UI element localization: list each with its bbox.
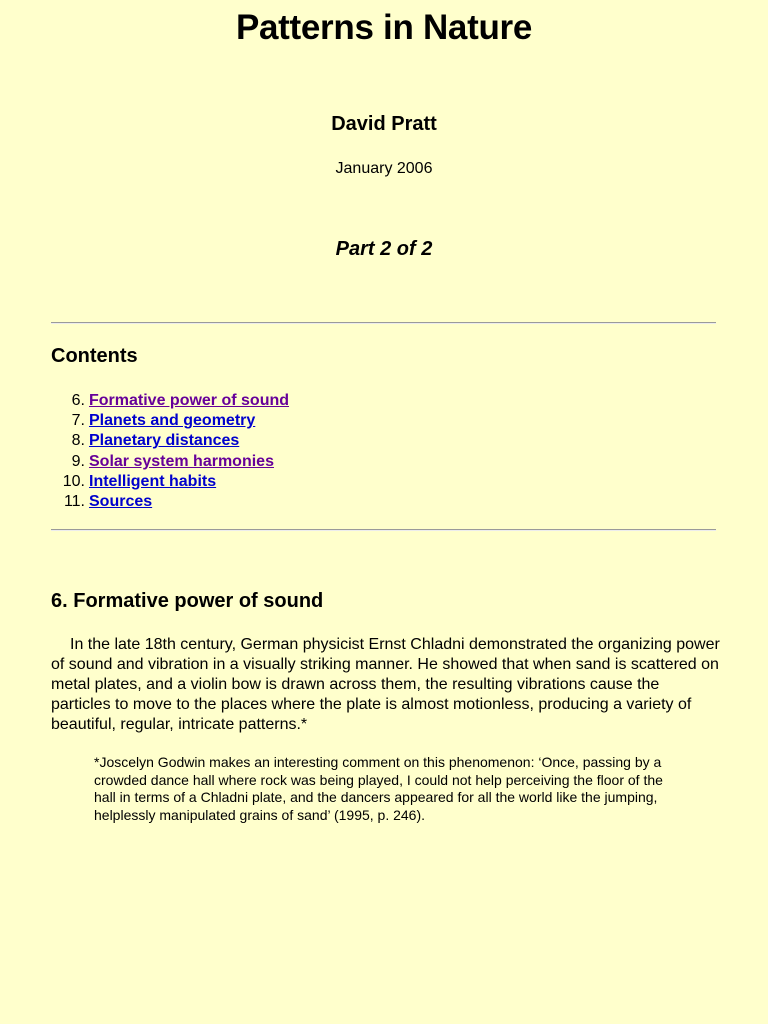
footnote: *Joscelyn Godwin makes an interesting comment on this phenomenon: ‘Once, passing by a crowded dance hall where rock was being played, I could not help perceiving the floor of the hall in terms of a Chladni plate, and the dancers appeared for all the world like the jumping, helplessly manipulated grains of sand’ (1995, p. 246). [94, 754, 663, 823]
toc-item [51, 391, 289, 411]
toc-link-planetary-distances[interactable]: Planetary distances [89, 432, 240, 450]
divider [51, 322, 716, 324]
publication-date: January 2006 [335, 160, 433, 177]
toc-link-formative-power-of-sound[interactable]: Formative power of sound [89, 392, 290, 409]
contents-heading: Contents [51, 345, 138, 367]
toc-link-solar-system-harmonies[interactable]: Solar system harmonies [89, 452, 274, 470]
toc-item [51, 452, 289, 472]
page-title: Patterns in Nature [235, 8, 533, 47]
toc-item-number: 10. [62, 472, 85, 490]
toc-item-number: 9. [71, 452, 85, 470]
toc-item [51, 411, 289, 431]
toc-link-planets-and-geometry[interactable]: Planets and geometry [89, 412, 256, 430]
toc-item-number: 8. [71, 432, 85, 450]
toc-item [51, 431, 289, 451]
table-of-contents [51, 391, 289, 512]
part-label: Part 2 of 2 [335, 238, 433, 260]
author-name: David Pratt [331, 113, 437, 135]
section-heading: 6. Formative power of sound [51, 590, 324, 612]
toc-item-number: 6. [71, 392, 85, 409]
section-paragraph: In the late 18th century, German physicist Ernst Chladni demonstrated the organizing power of sound and vibration in a visually striking manner. He showed that when sand is scattered on metal plates, and a violin bow is drawn across them, the resulting vibrations cause the particles to move to the places where the plate is almost motionless, producing a variety of beautiful, regular, intricate patterns.* [51, 636, 720, 733]
toc-link-sources[interactable]: Sources [89, 492, 153, 510]
toc-item [51, 472, 289, 492]
toc-item-number: 11. [63, 492, 85, 510]
toc-item [51, 492, 289, 512]
toc-item-number: 7. [71, 412, 85, 430]
toc-link-intelligent-habits[interactable]: Intelligent habits [89, 472, 217, 490]
divider [51, 529, 716, 531]
